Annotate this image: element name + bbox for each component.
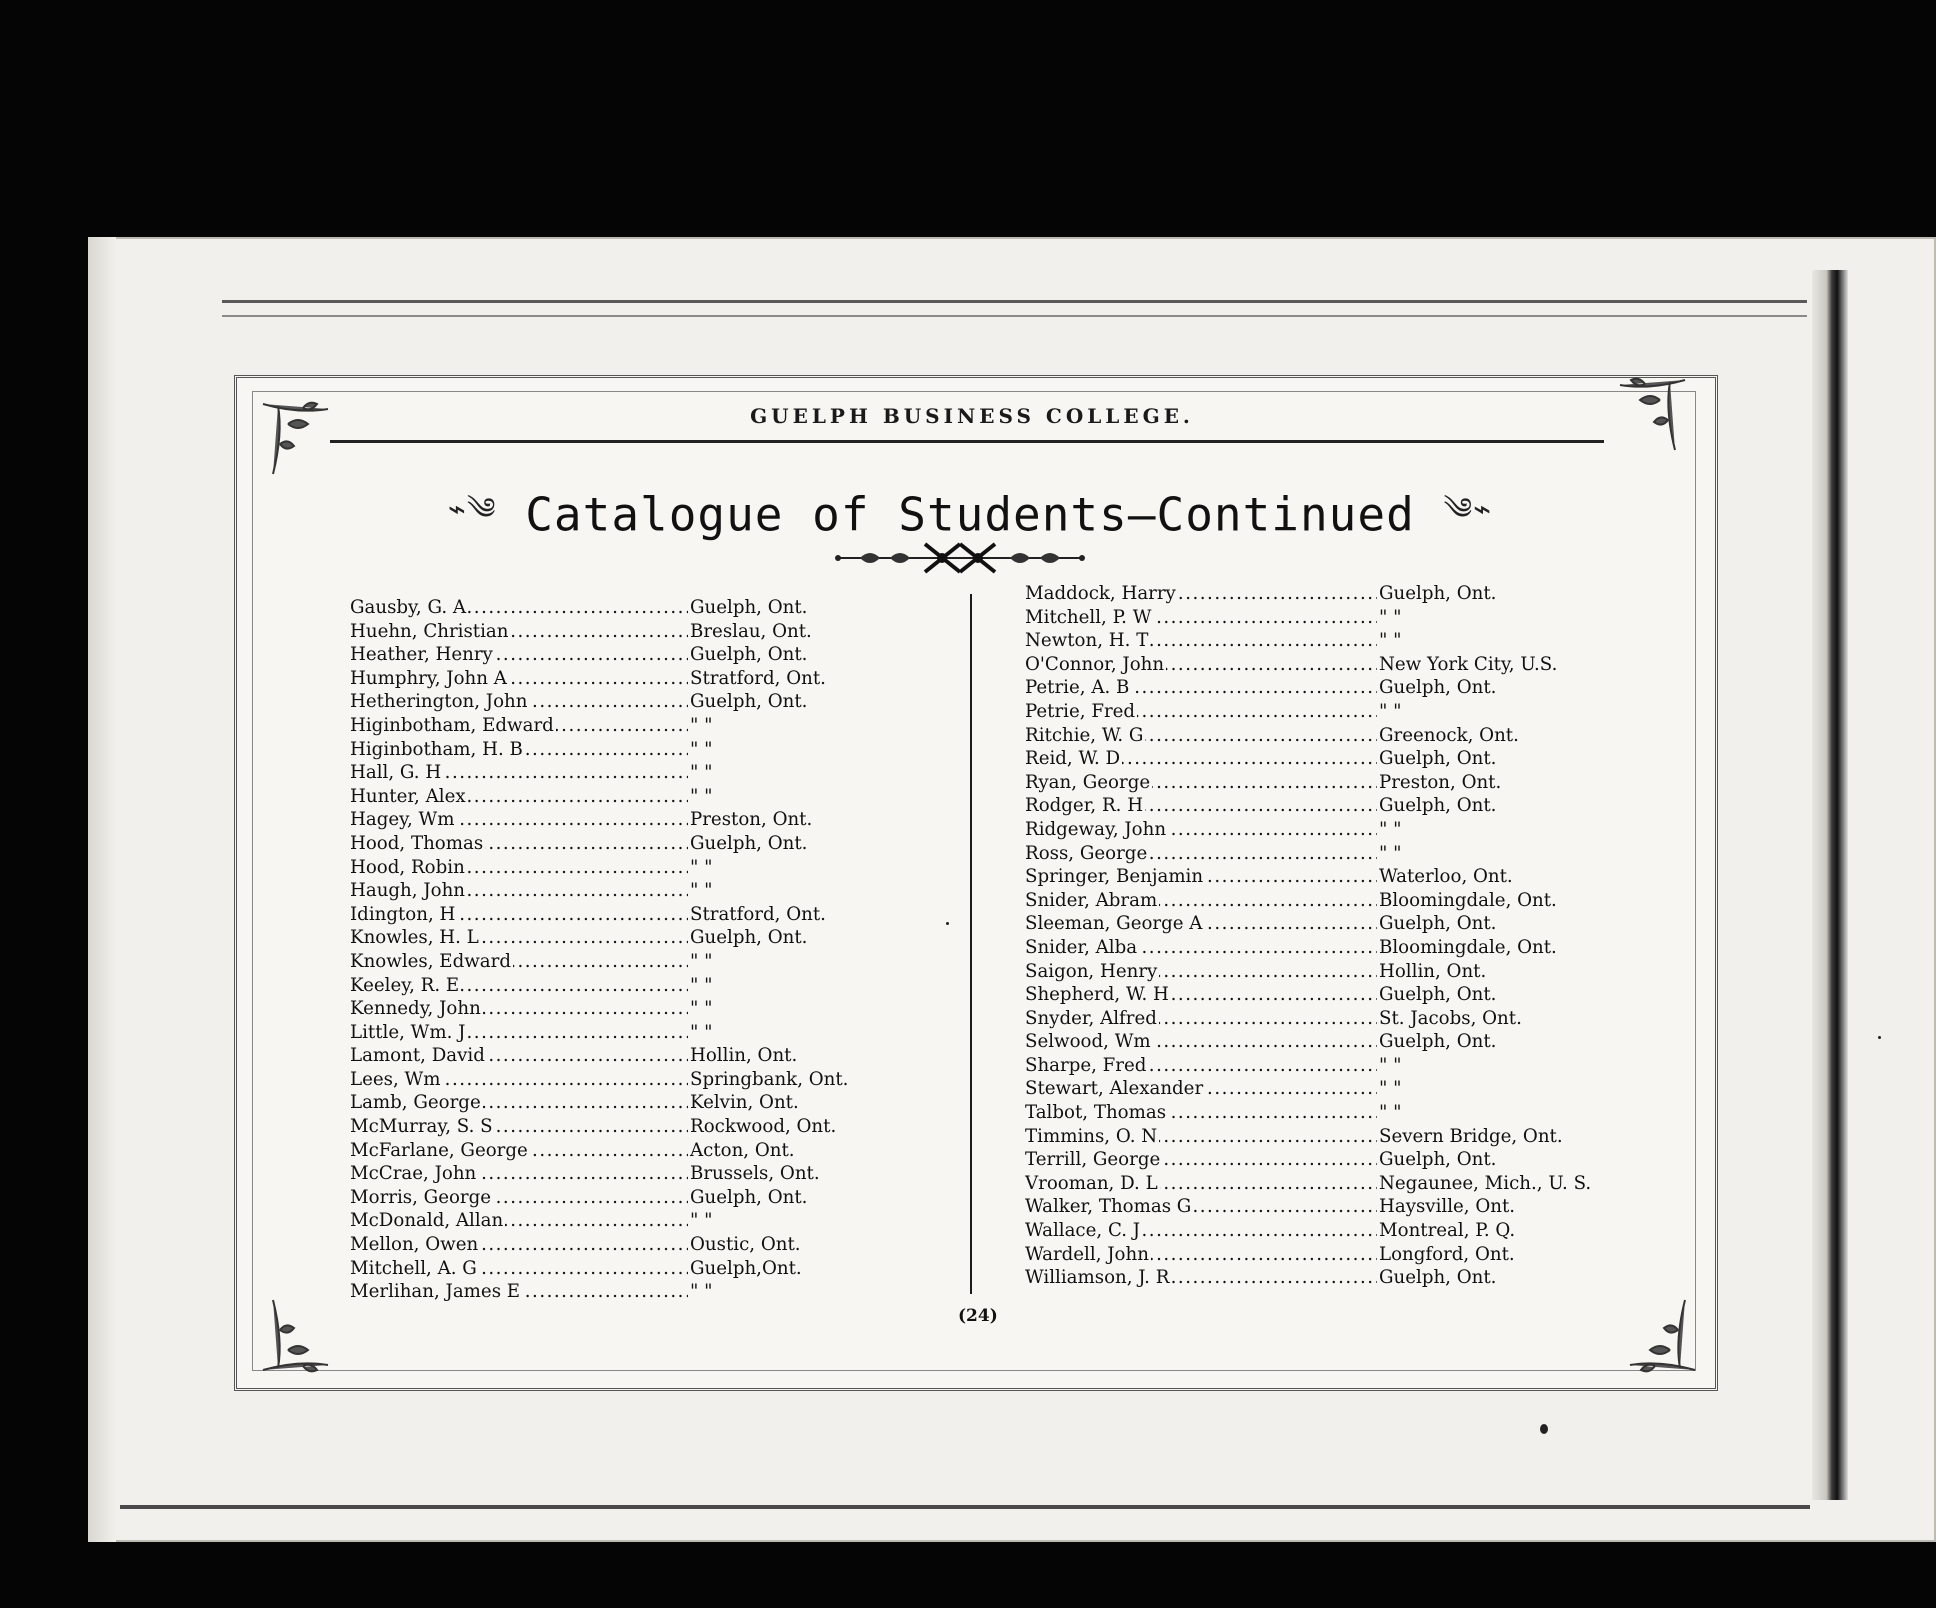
student-name-leader: [350, 856, 688, 880]
student-row: [350, 1233, 880, 1257]
student-name: Kennedy, John: [350, 998, 481, 1020]
student-name: Shepherd, W. H: [1025, 984, 1169, 1006]
student-hometown: Greenock, Ont.: [1379, 724, 1519, 746]
student-hometown: Guelph, Ont.: [1379, 913, 1497, 935]
student-hometown: Bloomingdale, Ont.: [1379, 936, 1557, 958]
student-hometown: Preston, Ont.: [690, 809, 813, 831]
scan-speck: [1878, 1036, 1881, 1039]
student-row: [1025, 1125, 1645, 1149]
student-name-leader: [350, 1091, 688, 1115]
student-name: Wallace, C. J: [1025, 1220, 1141, 1242]
student-row: [1025, 1077, 1645, 1101]
student-row: [350, 832, 880, 856]
student-name: Little, Wm. J: [350, 1021, 466, 1043]
student-name: Hagey, Wm: [350, 809, 455, 831]
student-row: [350, 926, 880, 950]
student-hometown: Guelph, Ont.: [690, 1186, 808, 1208]
student-name-leader: [1025, 1266, 1377, 1290]
student-row: [1025, 960, 1645, 984]
student-name-leader: [350, 738, 688, 762]
student-row: [1025, 889, 1645, 913]
student-name-leader: [1025, 889, 1377, 913]
student-name: Idington, H: [350, 903, 456, 925]
student-hometown: Bloomingdale, Ont.: [1379, 889, 1557, 911]
student-row: [350, 808, 880, 832]
student-name: McCrae, John: [350, 1163, 477, 1185]
student-hometown: " ": [1379, 1054, 1402, 1076]
student-name: Hunter, Alex: [350, 785, 466, 807]
student-hometown: Guelph, Ont.: [690, 597, 808, 618]
student-hometown: Guelph, Ont.: [1379, 748, 1497, 770]
student-row: [1025, 794, 1645, 818]
student-row: [1025, 865, 1645, 889]
student-hometown: Hollin, Ont.: [690, 1045, 798, 1067]
student-name-leader: [350, 785, 688, 809]
left-swash-icon: ⌁༄: [447, 492, 497, 527]
student-row: [1025, 629, 1645, 653]
student-hometown: Haysville, Ont.: [1379, 1196, 1516, 1218]
student-name: McDonald, Allan: [350, 1210, 504, 1232]
student-name-leader: [350, 1044, 688, 1068]
student-hometown: " ": [1379, 818, 1402, 840]
student-hometown: " ": [1379, 842, 1402, 864]
student-name-leader: [350, 974, 688, 998]
student-hometown: " ": [690, 762, 713, 784]
sheet-bottom-edge: [120, 1505, 1810, 1509]
student-name-leader: [350, 1162, 688, 1186]
title-ornament-icon: [830, 540, 1090, 576]
student-hometown: " ": [1379, 700, 1402, 722]
student-row: [350, 620, 880, 644]
student-name: Knowles, Edward: [350, 950, 511, 972]
student-row: [350, 903, 880, 927]
student-name-leader: [350, 926, 688, 950]
student-row: [350, 856, 880, 880]
student-row: [350, 1021, 880, 1045]
student-row: [1025, 1148, 1645, 1172]
student-hometown: " ": [690, 856, 713, 878]
student-row: [350, 667, 880, 691]
student-row: [1025, 606, 1645, 630]
student-name: Walker, Thomas G: [1025, 1196, 1192, 1218]
student-name-leader: [350, 997, 688, 1021]
student-name-leader: [350, 1209, 688, 1233]
student-name: Selwood, Wm: [1025, 1031, 1151, 1053]
header-rule: [330, 440, 1604, 443]
student-name: Heather, Henry: [350, 644, 493, 666]
student-row: [1025, 1172, 1645, 1196]
student-hometown: Guelph, Ont.: [1379, 1267, 1497, 1289]
student-hometown: " ": [690, 998, 713, 1020]
student-row: [1025, 983, 1645, 1007]
student-name: Snider, Abram: [1025, 889, 1158, 911]
student-hometown: Kelvin, Ont.: [690, 1092, 799, 1114]
student-name: Knowles, H. L: [350, 927, 479, 949]
student-name-leader: [1025, 1030, 1377, 1054]
student-row: [1025, 1030, 1645, 1054]
student-name: Mellon, Owen: [350, 1234, 479, 1256]
student-row: [350, 690, 880, 714]
student-name: Morris, George: [350, 1186, 492, 1208]
student-name-leader: [1025, 912, 1377, 936]
student-list-left: [350, 596, 880, 1304]
student-name-leader: [1025, 1219, 1377, 1243]
student-name: Ross, George: [1025, 842, 1148, 864]
student-name: Rodger, R. H: [1025, 795, 1144, 817]
student-hometown: Guelph, Ont.: [1379, 677, 1497, 699]
student-name-leader: [1025, 653, 1377, 677]
student-name-leader: [350, 903, 688, 927]
student-hometown: " ": [690, 738, 713, 760]
student-name-leader: [1025, 1243, 1377, 1267]
student-name-leader: [350, 950, 688, 974]
student-hometown: Severn Bridge, Ont.: [1379, 1125, 1563, 1147]
student-name: Sleeman, George A: [1025, 913, 1203, 935]
student-row: [1025, 1101, 1645, 1125]
student-hometown: New York City, U.S.: [1379, 653, 1558, 675]
student-name-leader: [350, 1068, 688, 1092]
student-hometown: Guelph, Ont.: [690, 691, 808, 713]
scan-speck: [1540, 1424, 1548, 1434]
student-row: [350, 879, 880, 903]
student-row: [1025, 1195, 1645, 1219]
student-name-leader: [1025, 1148, 1377, 1172]
student-name-leader: [1025, 582, 1377, 606]
student-hometown: " ": [690, 974, 713, 996]
student-name-leader: [1025, 1125, 1377, 1149]
student-name: Wardell, John: [1025, 1243, 1149, 1265]
student-row: [350, 714, 880, 738]
student-hometown: " ": [690, 1281, 713, 1303]
student-hometown: Montreal, P. Q.: [1379, 1220, 1516, 1242]
student-hometown: " ": [690, 950, 713, 972]
student-name: Maddock, Harry: [1025, 583, 1176, 604]
student-hometown: " ": [690, 785, 713, 807]
student-name: Terrill, George: [1025, 1149, 1161, 1171]
student-row: [350, 997, 880, 1021]
student-hometown: Waterloo, Ont.: [1379, 866, 1513, 888]
student-row: [350, 1209, 880, 1233]
student-name-leader: [1025, 629, 1377, 653]
student-row: [350, 1139, 880, 1163]
student-name-leader: [350, 879, 688, 903]
student-name: Williamson, J. R: [1025, 1267, 1170, 1289]
student-row: [1025, 676, 1645, 700]
student-hometown: Guelph, Ont.: [690, 927, 808, 949]
student-row: [1025, 700, 1645, 724]
student-name-leader: [1025, 724, 1377, 748]
student-hometown: " ": [690, 1021, 713, 1043]
student-name: Hetherington, John: [350, 691, 528, 713]
student-name: Petrie, A. B: [1025, 677, 1130, 699]
student-name: Ritchie, W. G: [1025, 724, 1144, 746]
student-hometown: Guelph, Ont.: [1379, 984, 1497, 1006]
student-name: McFarlane, George: [350, 1139, 528, 1161]
student-row: [350, 643, 880, 667]
page-number: (24): [958, 1306, 998, 1326]
student-name-leader: [350, 1021, 688, 1045]
student-row: [1025, 747, 1645, 771]
student-hometown: Springbank, Ont.: [690, 1068, 849, 1090]
student-name: Haugh, John: [350, 880, 466, 902]
student-name-leader: [350, 1280, 688, 1304]
student-name-leader: [1025, 700, 1377, 724]
student-hometown: Hollin, Ont.: [1379, 960, 1487, 982]
student-hometown: Guelph, Ont.: [690, 644, 808, 666]
student-name-leader: [1025, 936, 1377, 960]
student-name: Stewart, Alexander: [1025, 1078, 1204, 1100]
student-hometown: Negaunee, Mich., U. S.: [1379, 1172, 1592, 1194]
student-hometown: Guelph, Ont.: [1379, 795, 1497, 817]
student-name: Merlihan, James E: [350, 1281, 521, 1303]
student-name: Petrie, Fred: [1025, 700, 1136, 722]
student-hometown: Stratford, Ont.: [690, 903, 826, 925]
student-name-leader: [350, 714, 688, 738]
student-name-leader: [350, 690, 688, 714]
student-name: Snider, Alba: [1025, 936, 1138, 958]
student-row: [1025, 1054, 1645, 1078]
student-name: Reid, W. D: [1025, 748, 1121, 770]
student-hometown: St. Jacobs, Ont.: [1379, 1007, 1522, 1029]
student-name: Ryan, George: [1025, 771, 1151, 793]
student-name: Ridgeway, John: [1025, 818, 1167, 840]
student-name-leader: [350, 1115, 688, 1139]
student-name: Gausby, G. A: [350, 597, 467, 618]
student-row: [1025, 1243, 1645, 1267]
student-name: Newton, H. T: [1025, 630, 1149, 652]
student-name: Keeley, R. E: [350, 974, 460, 996]
student-row: [350, 1186, 880, 1210]
student-hometown: Guelph, Ont.: [1379, 1031, 1497, 1053]
book-gutter: [1812, 270, 1848, 1500]
student-name-leader: [1025, 606, 1377, 630]
student-row: [1025, 912, 1645, 936]
student-hometown: Guelph,Ont.: [690, 1257, 802, 1279]
student-name-leader: [350, 1139, 688, 1163]
student-name-leader: [1025, 960, 1377, 984]
student-hometown: Acton, Ont.: [690, 1139, 795, 1161]
student-row: [1025, 724, 1645, 748]
student-hometown: Oustic, Ont.: [690, 1234, 801, 1256]
student-name-leader: [1025, 818, 1377, 842]
student-name: McMurray, S. S: [350, 1116, 493, 1138]
student-name-leader: [1025, 1172, 1377, 1196]
student-row: [350, 1044, 880, 1068]
student-name: Huehn, Christian: [350, 620, 509, 642]
student-name: Snyder, Alfred: [1025, 1007, 1157, 1029]
student-row: [350, 1280, 880, 1304]
page-header: GUELPH BUSINESS COLLEGE.: [750, 404, 1194, 428]
student-name-leader: [1025, 1007, 1377, 1031]
student-name-leader: [350, 1186, 688, 1210]
student-row: [350, 950, 880, 974]
corner-flourish-bottom-left: [258, 1290, 348, 1380]
student-row: [350, 596, 880, 620]
student-hometown: Breslau, Ont.: [690, 620, 812, 642]
student-name-leader: [350, 620, 688, 644]
student-name-leader: [1025, 747, 1377, 771]
student-name: Lamb, George: [350, 1092, 481, 1114]
student-name: Springer, Benjamin: [1025, 866, 1204, 888]
student-name: Sharpe, Fred: [1025, 1054, 1147, 1076]
student-hometown: " ": [1379, 630, 1402, 652]
student-name: Talbot, Thomas: [1025, 1102, 1167, 1124]
student-name-leader: [1025, 1054, 1377, 1078]
student-hometown: Rockwood, Ont.: [690, 1116, 837, 1138]
student-name-leader: [1025, 983, 1377, 1007]
right-swash-icon: ༄⌁: [1443, 492, 1493, 527]
student-hometown: Guelph, Ont.: [1379, 583, 1497, 604]
student-hometown: Guelph, Ont.: [690, 832, 808, 854]
student-row: [350, 738, 880, 762]
student-row: [350, 761, 880, 785]
student-name: Vrooman, D. L: [1025, 1172, 1158, 1194]
student-row: [1025, 1219, 1645, 1243]
student-row: [350, 1257, 880, 1281]
student-name-leader: [350, 808, 688, 832]
student-row: [350, 1115, 880, 1139]
student-row: [1025, 1007, 1645, 1031]
student-name: Timmins, O. N: [1025, 1125, 1158, 1147]
student-hometown: Brussels, Ont.: [690, 1163, 820, 1185]
student-hometown: " ": [1379, 606, 1402, 628]
student-name: O'Connor, John: [1025, 653, 1165, 675]
student-hometown: Guelph, Ont.: [1379, 1149, 1497, 1171]
student-row: [1025, 842, 1645, 866]
sheet-top-edge: [222, 300, 1807, 317]
student-hometown: Stratford, Ont.: [690, 667, 826, 689]
student-name: Hood, Thomas: [350, 832, 484, 854]
student-name: Lamont, David: [350, 1045, 485, 1067]
student-name: Saigon, Henry: [1025, 960, 1158, 982]
scan-speck: [946, 922, 949, 925]
student-row: [1025, 936, 1645, 960]
student-name-leader: [1025, 1101, 1377, 1125]
student-name-leader: [350, 761, 688, 785]
student-name: Hall, G. H: [350, 762, 442, 784]
student-name-leader: [350, 1233, 688, 1257]
student-row: [350, 785, 880, 809]
student-name: Hood, Robin: [350, 856, 465, 878]
student-name-leader: [1025, 865, 1377, 889]
student-row: [1025, 653, 1645, 677]
student-name: Higinbotham, H. B: [350, 738, 523, 760]
student-name: Mitchell, P. W: [1025, 606, 1152, 628]
student-hometown: " ": [690, 714, 713, 736]
student-row: [350, 1068, 880, 1092]
student-name-leader: [1025, 676, 1377, 700]
student-name-leader: [350, 643, 688, 667]
student-list-right: [1025, 582, 1645, 1290]
student-name-leader: [1025, 1077, 1377, 1101]
student-hometown: " ": [690, 880, 713, 902]
column-divider: [970, 594, 972, 1294]
student-hometown: " ": [1379, 1102, 1402, 1124]
student-name: Mitchell, A. G: [350, 1257, 477, 1279]
student-name: Higinbotham, Edward: [350, 714, 554, 736]
student-hometown: Longford, Ont.: [1379, 1243, 1515, 1265]
student-row: [350, 1091, 880, 1115]
student-row: [350, 1162, 880, 1186]
student-name-leader: [350, 832, 688, 856]
sheet-left-edge: [88, 237, 116, 1542]
student-name: Lees, Wm: [350, 1068, 441, 1090]
student-name: Humphry, John A: [350, 667, 507, 689]
student-row: [1025, 771, 1645, 795]
student-row: [350, 974, 880, 998]
student-name-leader: [350, 667, 688, 691]
student-name-leader: [1025, 842, 1377, 866]
student-row: [1025, 818, 1645, 842]
student-row: [1025, 582, 1645, 606]
student-row: [1025, 1266, 1645, 1290]
corner-flourish-bottom-right: [1610, 1290, 1700, 1380]
student-name-leader: [1025, 1195, 1377, 1219]
student-name-leader: [350, 596, 688, 620]
student-name-leader: [350, 1257, 688, 1281]
student-name-leader: [1025, 771, 1377, 795]
student-hometown: " ": [1379, 1078, 1402, 1100]
student-name-leader: [1025, 794, 1377, 818]
student-hometown: " ": [690, 1210, 713, 1232]
title-text: Catalogue of Students—Continued: [525, 487, 1415, 542]
student-hometown: Preston, Ont.: [1379, 771, 1502, 793]
